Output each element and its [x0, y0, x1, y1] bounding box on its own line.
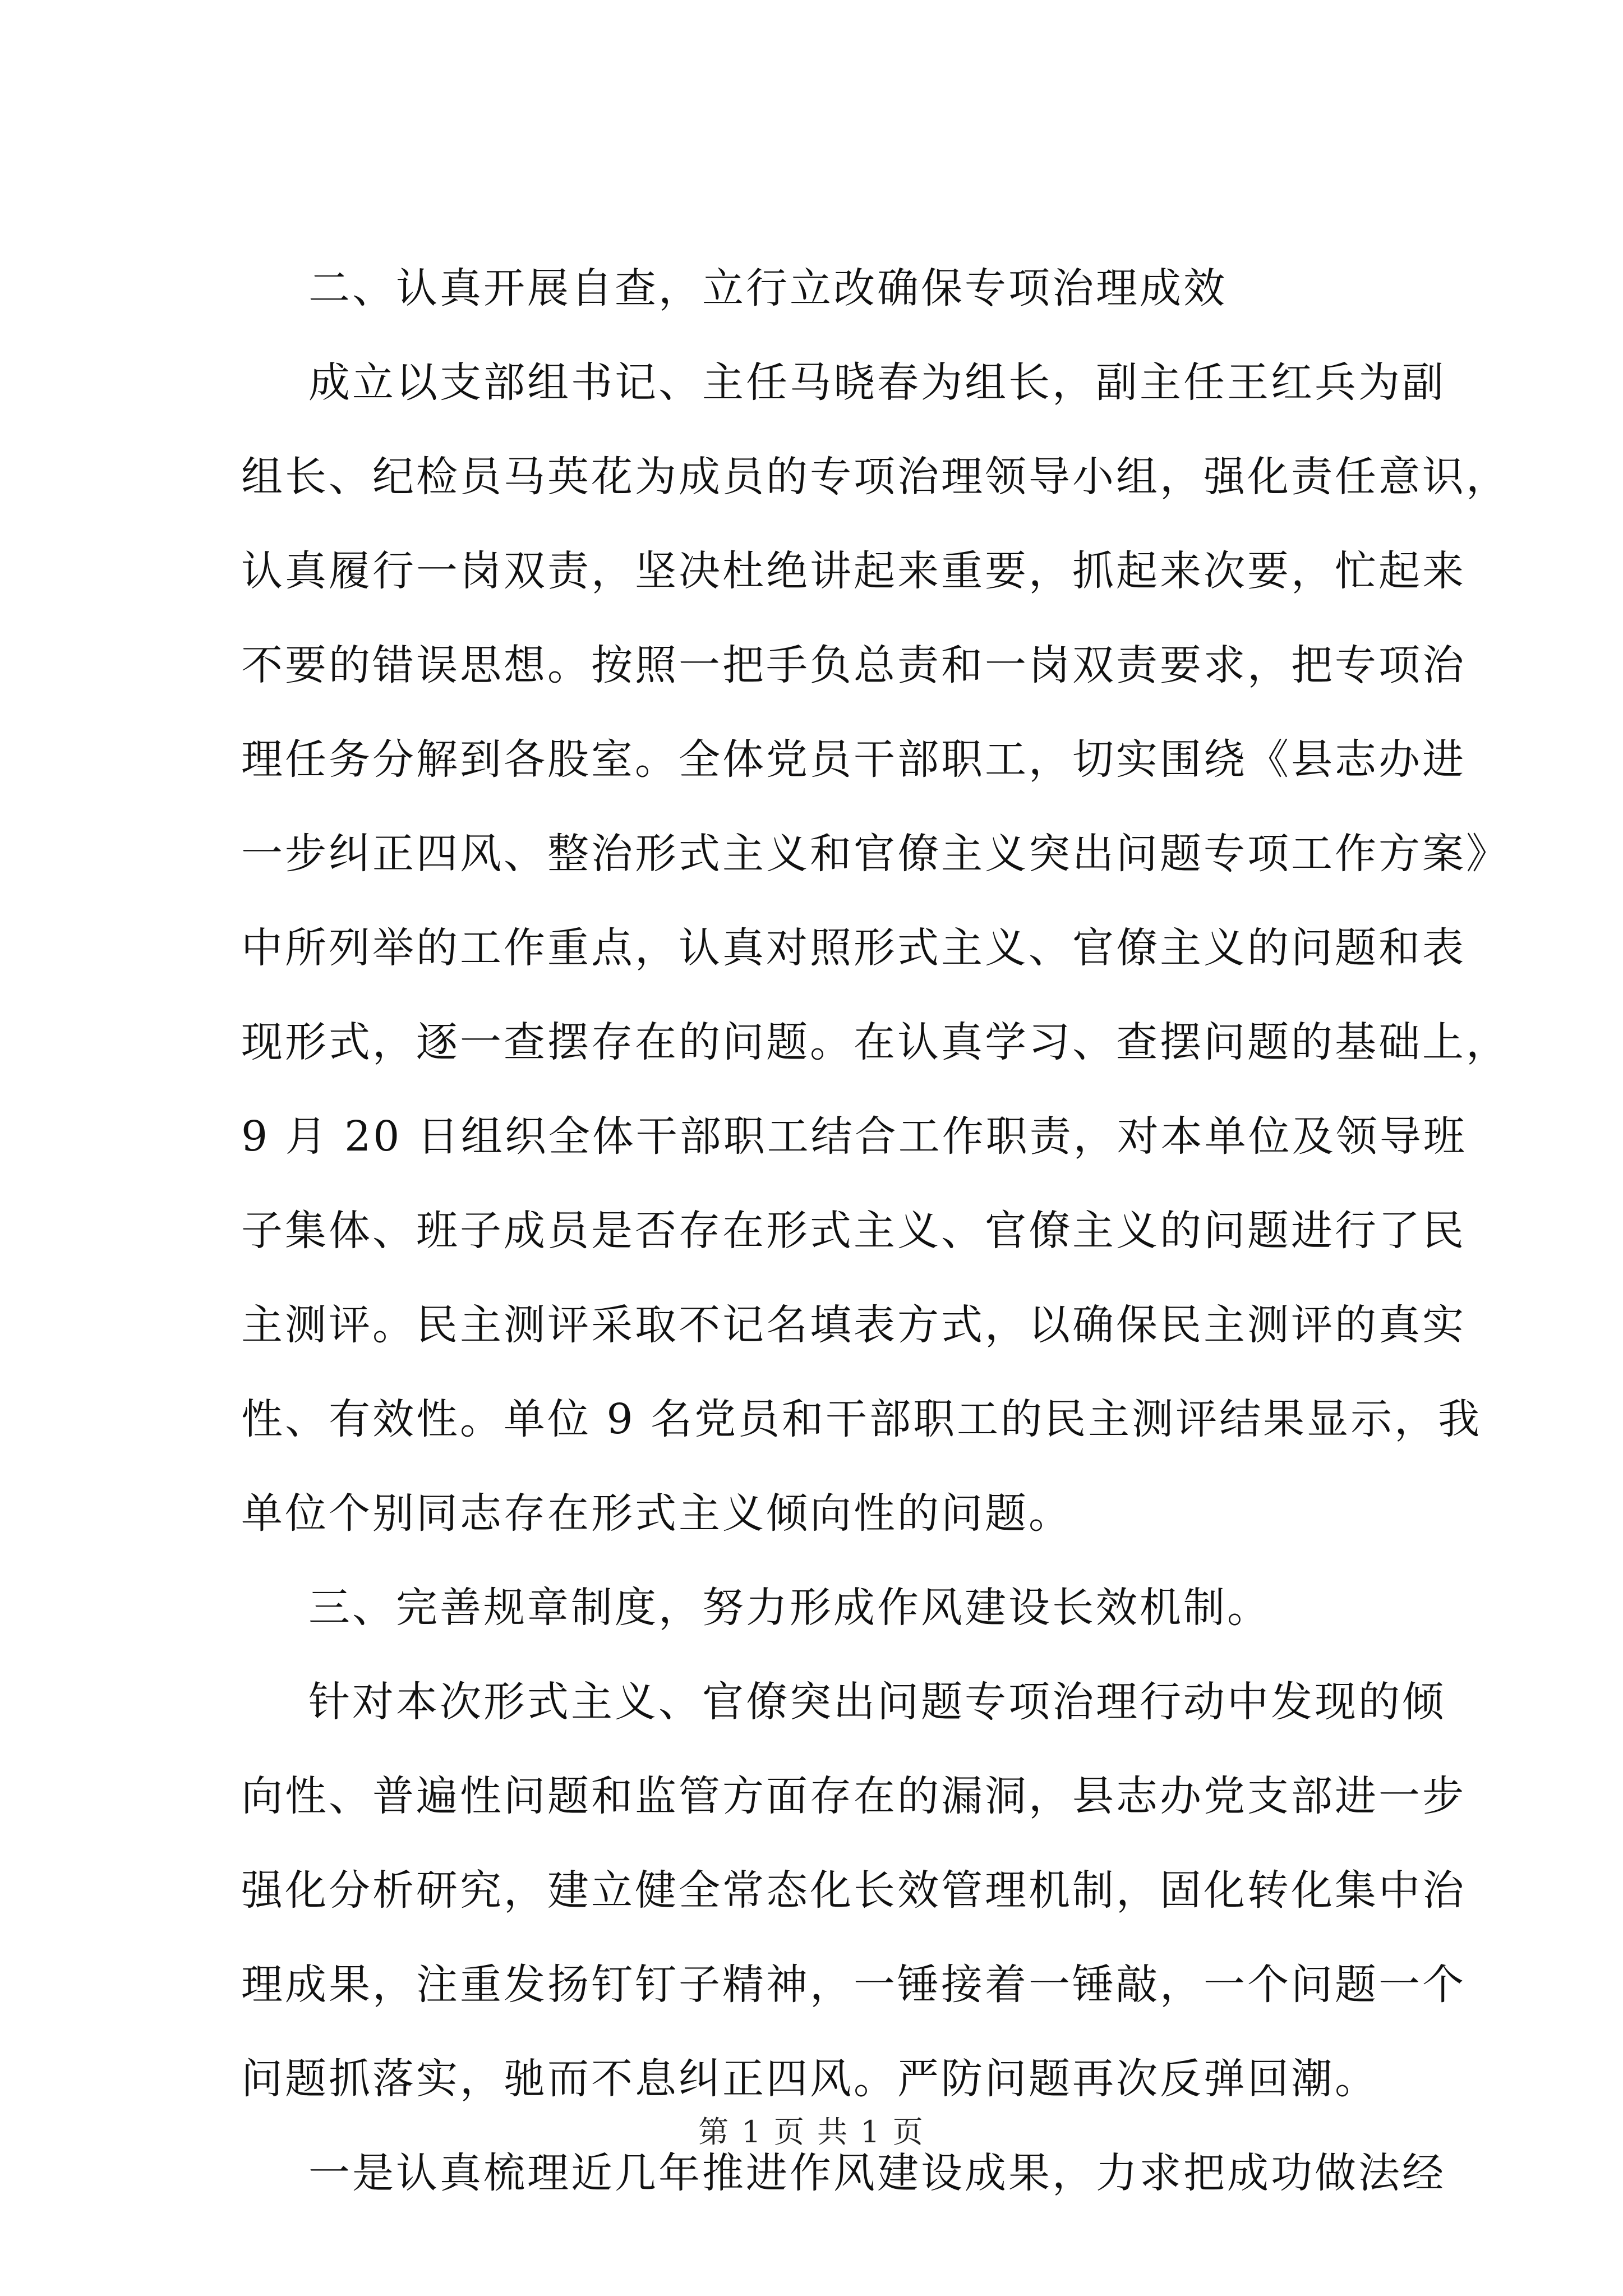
paragraph-line: 问题抓落实，驰而不息纠正四风。严防问题再次反弹回潮。 — [241, 2055, 1378, 2103]
paragraph-line: 性、有效性。单位 9 名党员和干部职工的民主测评结果显示，我 — [241, 1395, 1482, 1443]
paragraph-line: 强化分析研究，建立健全常态化长效管理机制，固化转化集中治 — [241, 1866, 1466, 1915]
section-heading-3: 三、完善规章制度，努力形成作风建设长效机制。 — [308, 1584, 1271, 1632]
paragraph-line: 9 月 20 日组织全体干部职工结合工作职责，对本单位及领导班 — [241, 1112, 1467, 1161]
page-number-footer: 第 1 页 共 1 页 — [698, 2114, 925, 2150]
paragraph-line: 向性、普遍性问题和监管方面存在的漏洞，县志办党支部进一步 — [241, 1772, 1466, 1820]
paragraph-line: 子集体、班子成员是否存在形式主义、官僚主义的问题进行了民 — [241, 1207, 1466, 1255]
section-heading-2: 二、认真开展自查，立行立改确保专项治理成效 — [308, 264, 1227, 312]
paragraph-line: 单位个别同志存在形式主义倾向性的问题。 — [241, 1489, 1072, 1538]
paragraph-line: 成立以支部组书记、主任马晓春为组长，副主任王红兵为副 — [308, 358, 1446, 407]
paragraph-line: 一步纠正四风、整治形式主义和官僚主义突出问题专项工作方案》 — [241, 830, 1510, 878]
paragraph-line: 主测评。民主测评采取不记名填表方式，以确保民主测评的真实 — [241, 1301, 1466, 1349]
paragraph-line: 中所列举的工作重点，认真对照形式主义、官僚主义的问题和表 — [241, 924, 1466, 972]
paragraph-line: 组长、纪检员马英花为成员的专项治理领导小组，强化责任意识， — [241, 453, 1510, 501]
paragraph-line: 现形式，逐一查摆存在的问题。在认真学习、查摆问题的基础上， — [241, 1018, 1510, 1066]
document-body — [241, 241, 1510, 2220]
paragraph-line: 认真履行一岗双责，坚决杜绝讲起来重要，抓起来次要，忙起来 — [241, 547, 1466, 595]
paragraph-line: 针对本次形式主义、官僚突出问题专项治理行动中发现的倾 — [308, 1678, 1446, 1726]
paragraph-line: 一是认真梳理近几年推进作风建设成果，力求把成功做法经 — [308, 2149, 1446, 2197]
paragraph-line: 理成果，注重发扬钉钉子精神，一锤接着一锤敲，一个问题一个 — [241, 1961, 1466, 2009]
paragraph-line: 不要的错误思想。按照一把手负总责和一岗双责要求，把专项治 — [241, 641, 1466, 689]
paragraph-line: 理任务分解到各股室。全体党员干部职工，切实围绕《县志办进 — [241, 735, 1466, 784]
